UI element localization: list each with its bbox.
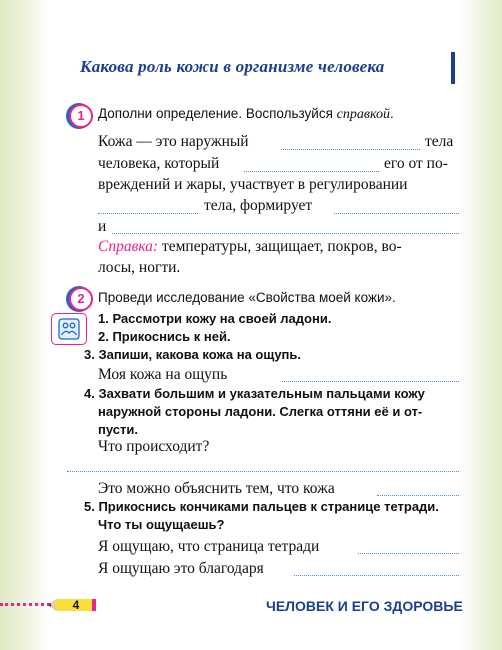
answer-1-prompt: Моя кожа на ощупь [98,366,228,383]
step-5-line-2: Что ты ощущаешь? [98,517,225,532]
page-title: Какова роль кожи в организме человека [80,57,385,76]
step-5-line-1: 5. Прикоснись кончиками пальцев к странице тетради. [84,499,439,514]
blank-forms-1[interactable] [334,213,459,214]
pair-work-icon [51,313,87,345]
footer-dotted-line [0,603,50,610]
task-1-title-text: Дополни определение. Воспользуйся [98,106,337,121]
task-2-number: 2 [69,287,93,311]
blank-page-feel[interactable] [358,553,459,554]
blank-forms-2[interactable] [112,233,459,234]
pair-work-icon-graphic [58,318,80,340]
blank-protects[interactable] [244,171,379,172]
answer-2-prompt: Это можно объяснить тем, что кожа [98,480,335,497]
page-number: 4 [72,598,80,612]
title-accent-bar [451,52,455,84]
definition-line-5: и [98,218,107,235]
definition-line-1-end: тела [425,133,454,150]
step-1: 1. Рассмотри кожу на своей ладони. [98,311,332,326]
reference-line-2: лосы, ногти. [98,259,181,276]
section-title: ЧЕЛОВЕК И ЕГО ЗДОРОВЬЕ [266,598,463,614]
reference-label: Справка: [98,238,159,255]
answer-3-prompt: Я ощущаю, что страница тетради [98,538,320,555]
blank-skin-explains[interactable] [377,495,459,496]
definition-line-3: вреждений и жары, участвует в регулировании [98,176,408,193]
reference-line-1 [98,238,402,256]
blank-skin-feel[interactable] [282,381,459,382]
task-1-title-end: . [389,106,394,121]
step-2: 2. Прикоснись к ней. [98,329,231,344]
task-1-number: 1 [69,104,93,128]
task-1-title-emphasis: справкой [336,107,390,122]
answer-4-prompt: Я ощущаю это благодаря [98,560,264,577]
definition-line-1: Кожа — это наружный [98,133,249,150]
task-1-title [98,106,394,123]
definition-line-4: тела, формирует [204,197,313,214]
blank-feel-because[interactable] [294,575,459,576]
reference-text-1: температуры, защищает, покров, во- [158,238,402,255]
step-4-line-3: пусти. [98,422,138,437]
blank-outer-cover[interactable] [281,149,420,150]
definition-line-2-end: его от по- [384,155,448,172]
step-4-line-2: наружной стороны ладони. Слегка оттяни её и от- [98,404,423,419]
blank-what-happens[interactable] [67,471,459,472]
step-4-line-1: 4. Захвати большим и указательным пальцами кожу [84,386,425,401]
step-3: 3. Запиши, какова кожа на ощупь. [84,347,302,362]
task-2-title: Проведи исследование «Свойства моей кожи». [98,290,396,305]
definition-line-2: человека, который [98,155,220,172]
question-4: Что происходит? [98,438,210,455]
blank-temperature[interactable] [98,213,198,214]
